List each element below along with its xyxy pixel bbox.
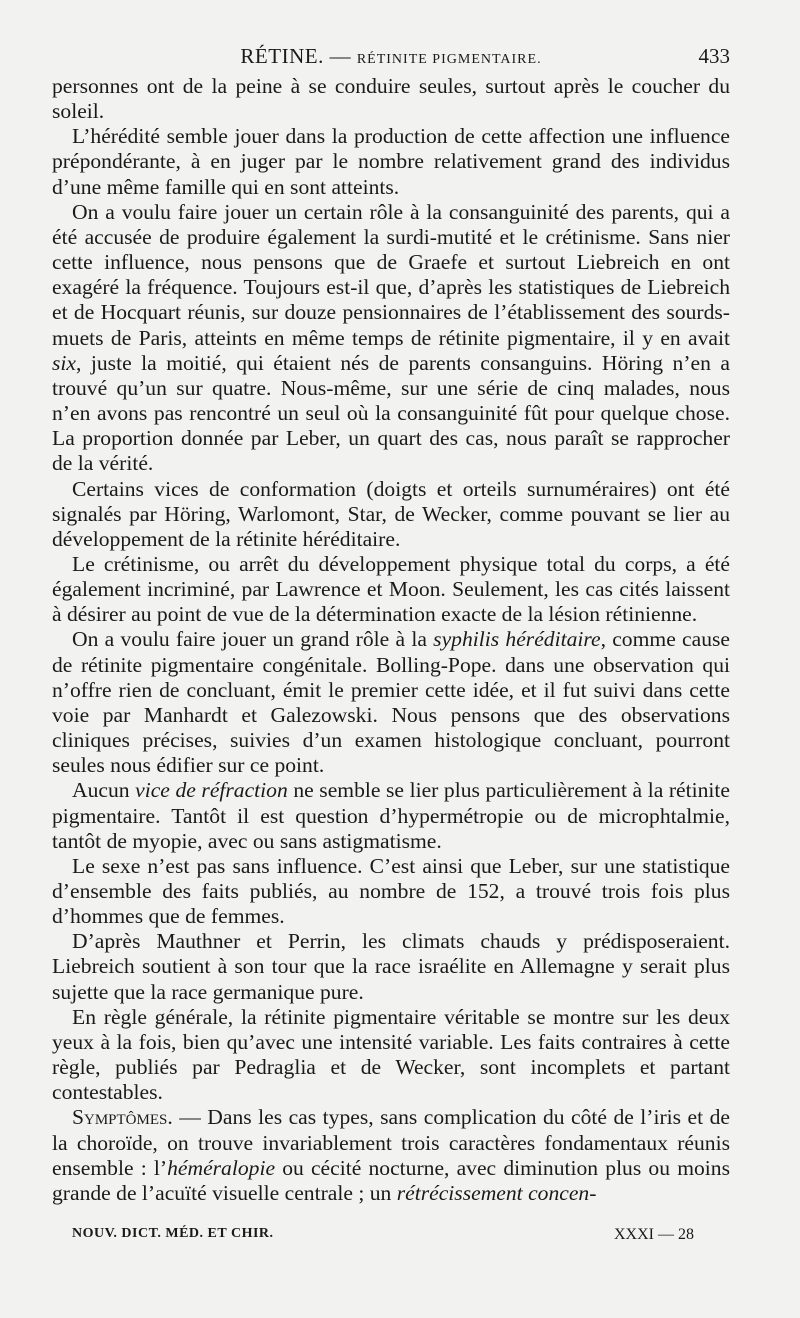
italic-term: six [52, 350, 76, 375]
running-header [52, 44, 730, 74]
paragraph-text: On a voulu faire jouer un grand rôle à la [72, 627, 434, 652]
paragraph [52, 477, 730, 552]
section-heading: Symptômes. [72, 1105, 173, 1130]
paragraph-text: ou cécité nocturne, avec diminution plus ou moins grande de l’acuïté visuelle centrale ; un [52, 1155, 730, 1205]
paragraph-text: ne semble se lier plus particulièrement à la rétinite pigmentaire. Tantôt il est question d’hypermétropie ou de microphtalmie, tantôt de myopie, avec ou sans astigmatisme. [52, 778, 731, 853]
paragraph [52, 1005, 730, 1106]
italic-term: rétrécissement concen- [396, 1180, 597, 1205]
paragraph-text: L’hérédité semble jouer dans la production de cette affection une influence prépondérante, à en juger par le nombre relativement grand des individus d’une même famille qui en sont atteints. [52, 124, 730, 199]
paragraph [52, 778, 730, 853]
paragraph [52, 200, 730, 477]
paragraph [52, 74, 730, 124]
page-number: 433 [698, 44, 730, 68]
italic-term: vice de réfraction [135, 778, 288, 803]
paragraph [52, 1105, 730, 1206]
paragraph [52, 124, 730, 199]
footer-volume: XXXI — 28 [614, 1226, 694, 1243]
body-text [52, 74, 730, 1206]
footer-signature: NOUV. DICT. MÉD. ET CHIR. [72, 1226, 274, 1241]
paragraph [52, 854, 730, 929]
paragraph-text: On a voulu faire jouer un certain rôle à la consanguinité des parents, qui a été accusée de produire également la surdi-mutité et le crétinisme. Sans nier cette influence, nous pensons que de Graefe et surtout Liebreich en ont exagéré la fréquence. Toujours est-il que, d’après les statistiques de Liebreich et de Hocquart réunis, sur douze pensionnaires de l’établissement des sourds-muets de Paris, atteints en même temps de rétinite pigmentaire, il y en avait [52, 199, 730, 350]
paragraph-text: personnes ont de la peine à se conduire seules, surtout après le coucher du soleil. [52, 74, 730, 124]
paragraph [52, 627, 730, 778]
paragraph-text: Le crétinisme, ou arrêt du développement physique total du corps, a été également incriminé, par Lawrence et Moon. Seulement, les cas cités laissent à désirer au point de vue de la détermination exacte de la lésion rétinienne. [52, 551, 730, 627]
italic-term: syphilis héréditaire [433, 627, 601, 652]
paragraph-text: — Dans les cas types, sans complication du côté de l’iris et de la choroïde, on trouve invariablement trois caractères fondamentaux réunis ensemble : l’ [52, 1105, 730, 1180]
paragraph-text: D’après Mauthner et Perrin, les climats chauds y prédisposeraient. Liebreich soutient à son tour que la race israélite en Allemagne y serait plus sujette que la race germanique pure. [52, 929, 730, 1004]
paragraph-text: Le sexe n’est pas sans influence. C’est ainsi que Leber, sur une statistique d’ensemble des faits publiés, au nombre de 152, a trouvé trois fois plus d’hommes que de femmes. [52, 853, 730, 929]
paragraph-text: , comme cause de rétinite pigmentaire congénitale. Bolling-Pope. dans une observation qui n’offre rien de concluant, émit le premier cette idée, et il fut suivi dans cette voie par Manhardt et Galezowski. Nous pensons que des observations cliniques précises, suivies d’un examen histologique concluant, pourront seules nous édifier sur ce point. [52, 627, 730, 778]
title-main: RÉTINE. [240, 44, 324, 68]
paragraph [52, 929, 730, 1004]
paragraph-text: Aucun [72, 778, 136, 803]
paragraph [52, 552, 730, 627]
title-sub: RÉTINITE PIGMENTAIRE. [356, 52, 542, 67]
paragraph-text: En règle générale, la rétinite pigmentaire véritable se montre sur les deux yeux à la fois, bien qu’avec une intensité variable. Les faits contraires à cette règle, publiés par Pedraglia et de Wecker, sont incomplets et partant contestables. [52, 1004, 730, 1105]
italic-term: héméralopie [167, 1155, 276, 1180]
running-title [52, 44, 730, 69]
paragraph-text: , juste la moitié, qui étaient nés de parents consanguins. Höring n’en a trouvé qu’un sur quatre. Nous-même, sur une série de cinq malades, nous n’en avons pas rencontré un seul où la consanguinité fût pour quelque chose. La proportion donnée par Leber, un quart des cas, nous paraît se rapprocher de la vérité. [52, 350, 730, 476]
paragraph-text: Certains vices de conformation (doigts et orteils surnuméraires) ont été signalés par Höring, Warlomont, Star, de Wecker, comme pouvant se lier au développement de la rétinite héréditaire. [52, 476, 730, 551]
title-separator: — [323, 44, 357, 68]
